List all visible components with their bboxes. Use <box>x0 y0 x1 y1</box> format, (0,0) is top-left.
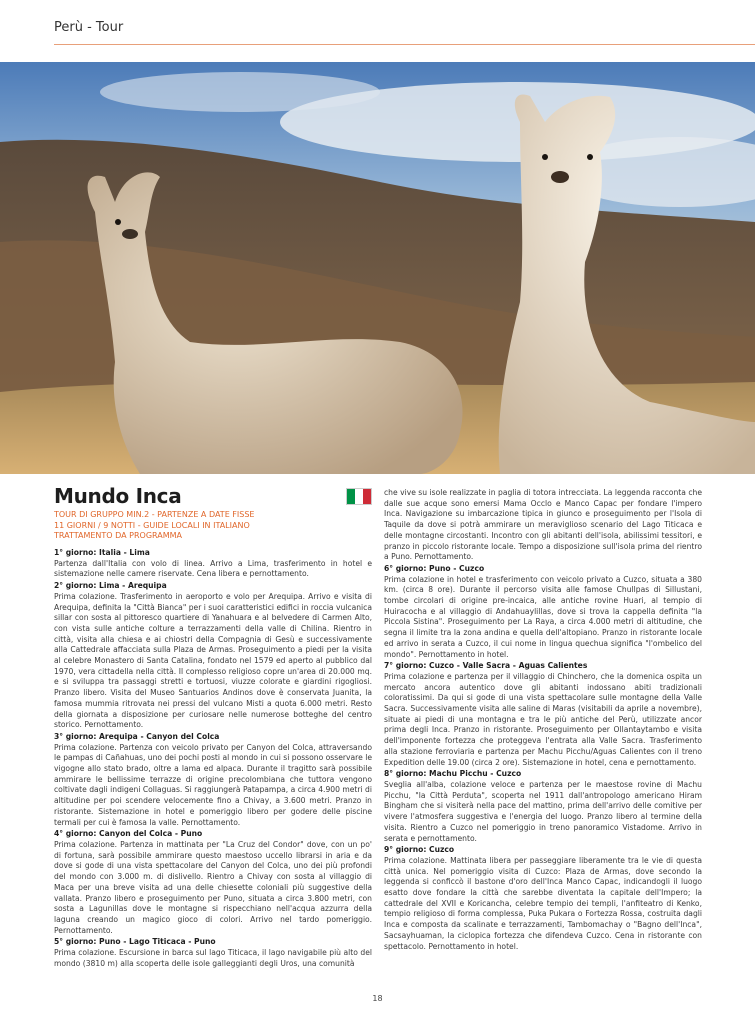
day-title: 3° giorno: Arequipa - Canyon del Colca <box>54 731 220 741</box>
day-title: 8° giorno: Machu Picchu - Cuzco <box>384 769 522 779</box>
day-title: 2° giorno: Lima - Arequipa <box>54 581 167 591</box>
day-title: 7° giorno: Cuzco - Valle Sacra - Aguas Calientes <box>384 661 588 671</box>
day-text: Sveglia all'alba, colazione veloce e partenza per le maestose rovine di Machu Picchu, "la Città Perduta", scoperta nel 1911 dall'antropologo americano Hiram Bingham che si visiterà nella pace del mattino, prima dell'arrivo delle comitive per vivere l'atmosfera suggestiva e l'energia del luogo. Pranzo libero al termine della visita. Rientro a Cuzco nel pomeriggio in treno panoramico Vistadome. Arrivo in serata e pernottamento. <box>384 779 702 843</box>
day-text: Prima colazione. Partenza con veicolo privato per Canyon del Colca, attraversando le pampas di Cañahuas, uno dei pochi posti al mondo in cui si possono osservare le vigogne allo stato brado, oltre a lama ed alpaca. Durante il tragitto sarà possibile ammirare le bellissime terrazze di origine precolombiana che tuttora vengono coltivate dagli indigeni Collaguas. Si raggiungerà Patapampa, a circa 4.900 metri di altitudine per poi scendere velocemente fino a Chivay, a 3.600 metri. Pranzo in ristorante. Sistemazione in hotel e pomeriggio libero per godere delle piscine termali per cui è famosa la valle. Pernottamento. <box>54 742 372 827</box>
subtitle-line: TOUR DI GRUPPO MIN.2 - PARTENZE A DATE FISSE <box>54 510 255 519</box>
header-divider <box>54 44 755 45</box>
day-text: Partenza dall'Italia con volo di linea. Arrivo a Lima, trasferimento in hotel e sistemazione nelle camere riservate. Cena libera e pernottamento. <box>54 558 372 579</box>
section-header: Perù - Tour <box>54 20 124 35</box>
italian-flag-icon <box>346 488 372 505</box>
subtitle-line: TRATTAMENTO DA PROGRAMMA <box>54 531 183 540</box>
day-text: Prima colazione. Partenza in mattinata per "La Cruz del Condor" dove, con un po' di fortuna, sarà possibile ammirare questo maestoso uccello librarsi in aria e da dove si gode di una vista spettacolare del Canyon del Colca, uno dei più profondi del mondo con 3.000 m. di dislivello. Rientro a Chivay con sosta al villaggio di Maca per una breve visita ad una delle chiesette coloniali più suggestive della vallata. Pranzo libero e proseguimento per Puno, situata a circa 3.800 metri, con sosta a Lagunillas dove le montagne si rispecchiano nell'acqua azzurra della laguna creando un magico gioco di colori. Arrivo nel tardo pomeriggio. Pernottamento. <box>54 839 372 935</box>
day-title: 1° giorno: Italia - Lima <box>54 548 150 557</box>
day-text: Prima colazione. Mattinata libera per passeggiare liberamente tra le vie di questa città unica. Nel pomeriggio visita di Cuzco: Plaza de Armas, dove secondo la leggenda si conficcò il bastone d'oro dell'Inca Manco Capac, indicandogli il luogo esatto dove fondare la città che sarebbe diventata la capitale dell'Impero; la cattedrale del XVII e Koricancha, celebre tempio dei templi, l'anfiteatro di Kenko, tempio religioso di forma complessa, Puka Pukara o Fortezza Rossa, costruita dagli Inca e composta da scalinate e terrazzamenti, Tambomachay o "Bagno dell'Inca", Sacsayhuaman, la ciclopica fortezza che difendeva Cuzco. Cena in ristorante con spettacolo. Pernottamento in hotel. <box>384 855 702 951</box>
day-title: 4° giorno: Canyon del Colca - Puno <box>54 829 203 839</box>
flag-stripe-green <box>347 489 355 504</box>
page-number: 18 <box>372 994 383 1003</box>
day-text: Prima colazione in hotel e trasferimento con veicolo privato a Cuzco, situata a 380 km. (circa 8 ore). Durante il percorso visita alle famose Chullpas di Sillustani, tombe circolari di origine pre-incaica, alle antiche rovine Huari, al tempio di Huiracocha e al villaggio di Andahuaylillas, dove si trova la cappella definita "la Piccola Sistina". Proseguimento per La Raya, a circa 4.000 metri di altitudine, che segna il limite tra la zona andina e quella dell'altopiano. Pranzo in ristorante locale ed arrivo in serata a Cuzco, il cui nome in lingua quechua significa "l'ombelico del mondo". Pernottamento in hotel. <box>384 574 702 659</box>
day-text: Prima colazione. Escursione in barca sul lago Titicaca, il lago navigabile più alto del mondo (3810 m) alla scoperta delle isole galleggianti degli Uros, una comunità <box>54 948 372 968</box>
flag-stripe-red <box>363 489 371 504</box>
day-title: 9° giorno: Cuzco <box>384 845 455 855</box>
day-title: 6° giorno: Puno - Cuzco <box>384 563 485 573</box>
left-column <box>54 548 372 970</box>
tour-title: Mundo Inca <box>54 484 182 508</box>
day-text: Prima colazione. Trasferimento in aeroporto e volo per Arequipa. Arrivo e visita di Arequipa, definita la "Città Bianca" per i suoi caratteristici edifici in roccia vulcanica sillar con sosta al pittoresco quartiere di Yanahuara e al belvedere di Carmen Alto, con vista sulle antiche colture a terrazzamenti della valle di Chilina. Rientro in città, visita alla chiesa e ai chiostri della Compagnia di Gesù e successivamente alla Cattedrale affacciata sulla Plaza de Armas. Proseguimento a piedi per la visita al celebre Monastero di Santa Catalina, fondato nel 1579 ed aperto al pubblico dal 1970, vera cittadella nella città. Il complesso religioso copre un'area di 20.000 mq. e si sviluppa tra passaggi stretti e tortuosi, viuzze colorate e giardini rigogliosi. Pranzo libero. Visita del Museo Santuarios Andinos dove è conservata Juanita, la famosa mummia ritrovata nei pressi del vulcano Misti a quota 6.000 metri. Resto della giornata a disposizione per curiosare nelle numerose botteghe del centro storico. Pernottamento. <box>54 591 372 730</box>
subtitle-line: 11 GIORNI / 9 NOTTI - GUIDE LOCALI IN ITALIANO <box>54 520 250 530</box>
hero-image <box>0 62 755 474</box>
alpaca-photo <box>0 62 755 474</box>
day-text: Prima colazione e partenza per il villaggio di Chinchero, che la domenica ospita un mercato ancora autentico dove gli abitanti indossano abiti tradizionali coloratissimi. Da qui si gode di una vista spettacolare sulle montagne della Valle Sacra. Successivamente visita alle saline di Maras (visitabili da aprile a novembre), situate ai piedi di una montagna e tra le più antiche del Perù, utilizzate ancor prima degli Inca. Pranzo in ristorante. Proseguimento per Ollantaytambo e visita dell'imponente fortezza che proteggeva l'entrata alla Valle Sacra. Trasferimento alla stazione ferroviaria e partenza per Machu Picchu/Aguas Calientes con il treno Expedition delle 19.00 (circa 2 ore). Sistemazione in hotel, cena e pernottamento. <box>384 671 702 767</box>
tour-subtitle <box>54 510 374 542</box>
flag-stripe-white <box>355 489 363 504</box>
day-text-continued: che vive su isole realizzate in paglia di totora intrecciata. La leggenda racconta che dalle sue acque sono emersi Mama Occlo e Manco Capac per fondare l'impero Inca. Navigazione su imbarcazione tipica in giunco e proseguimento per l'Isola di Taquile da dove si potrà ammirare un meraviglioso scenario del Lago Titicaca e delle montagne circostanti. Incontro con gli abitanti dell'isola, abilissimi tessitori, e pranzo in piccolo ristorante locale. Tempo a disposizione sull'isola prima del rientro a Puno. Pernottamento. <box>384 488 702 562</box>
day-title: 5° giorno: Puno - Lago Titicaca - Puno <box>54 937 216 947</box>
right-column <box>384 488 702 953</box>
